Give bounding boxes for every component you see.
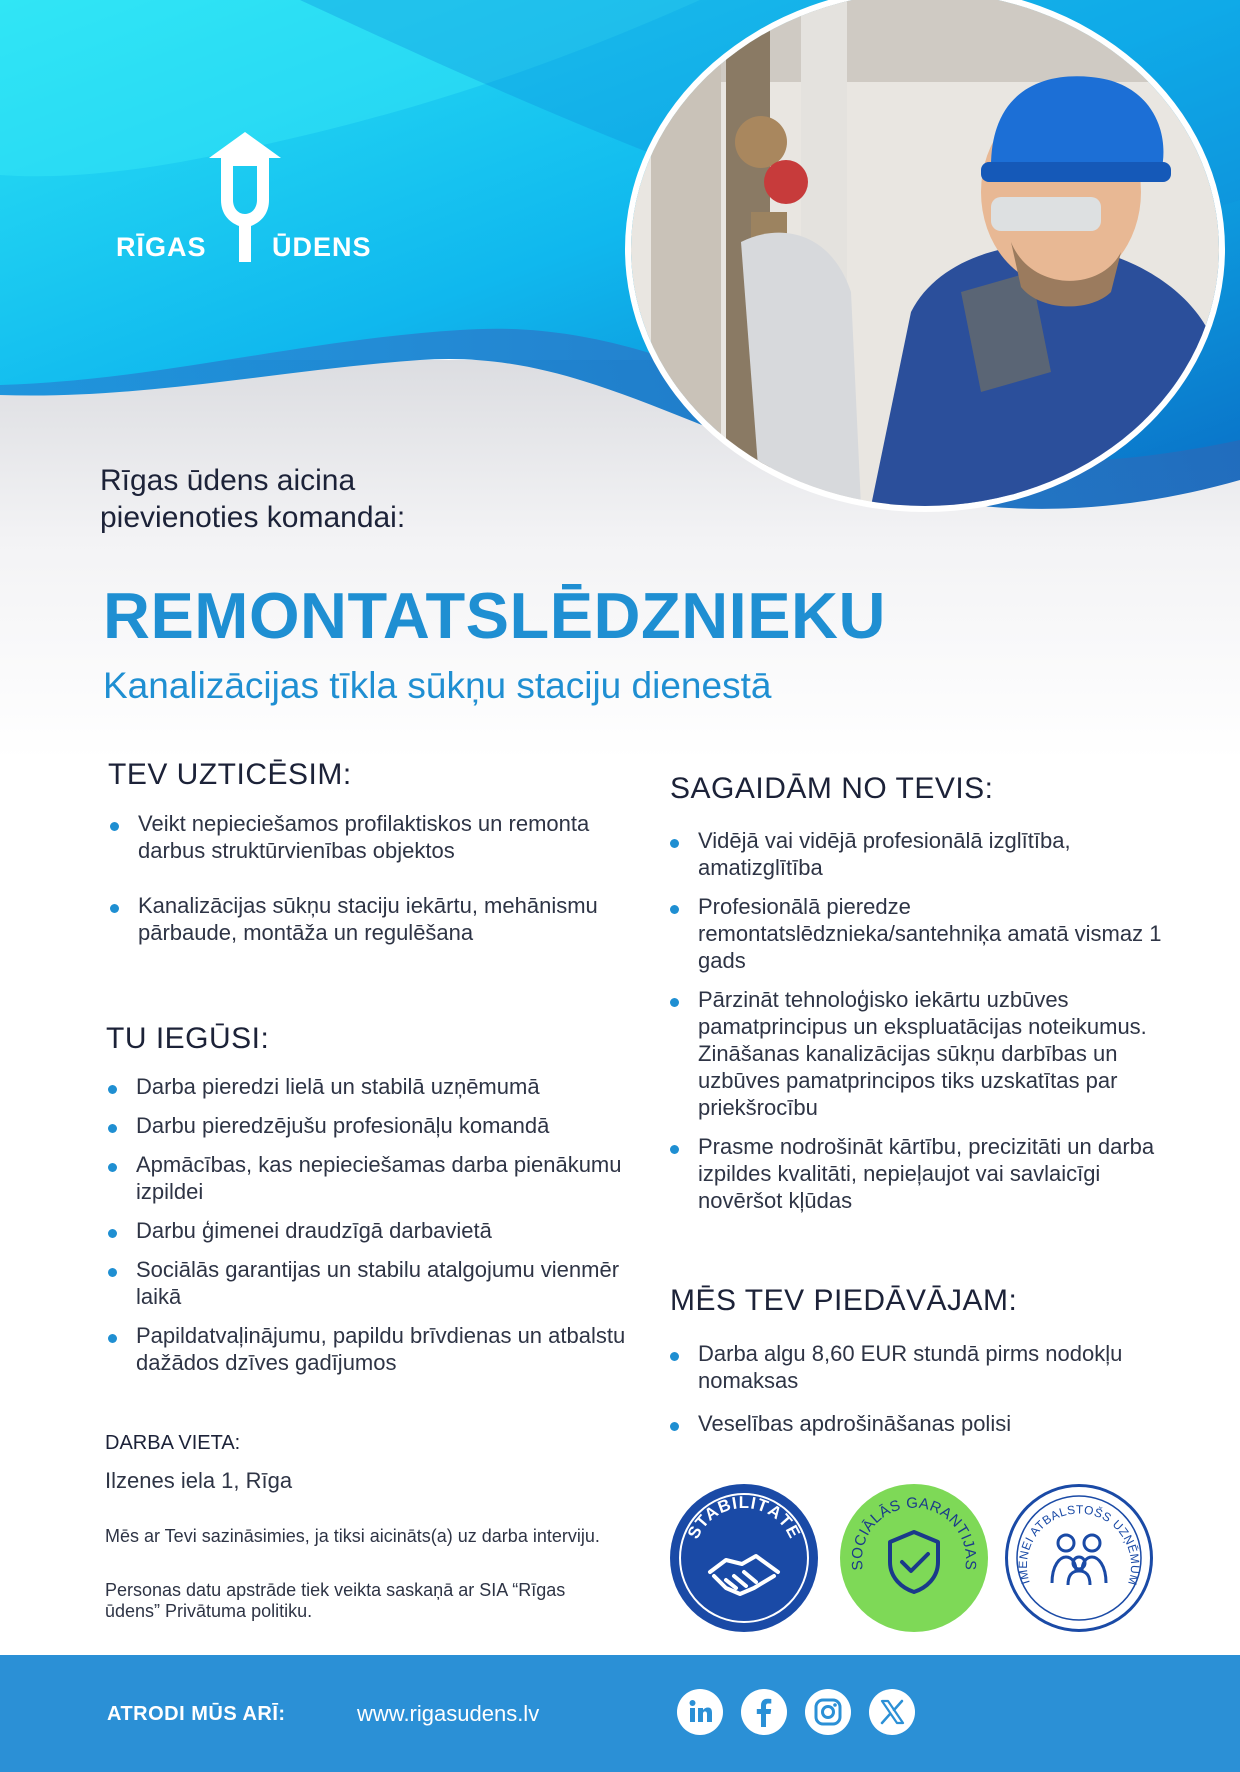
website-link[interactable]: www.rigasudens.lv xyxy=(357,1701,540,1726)
list-item: Profesionālā pieredze remontatslēdznieka/santehniķa amatā vismaz 1 gads xyxy=(668,893,1188,974)
x-icon[interactable] xyxy=(869,1689,915,1735)
offer-list xyxy=(668,1340,1188,1437)
expect-heading: SAGAIDĀM NO TEVIS: xyxy=(670,772,994,805)
footer-label: ATRODI MŪS ARĪ: xyxy=(107,1703,286,1725)
handshake-icon xyxy=(710,1556,778,1594)
list-item: Darbu ģimenei draudzīgā darbavietā xyxy=(106,1217,646,1244)
family-friendly-badge-text: IMENEI ATBALSTOŠS UZŅĒMUM xyxy=(1015,1502,1143,1587)
list-item: Kanalizācijas sūkņu staciju iekārtu, mehānismu pārbaude, montāža un regulēšana xyxy=(108,892,638,946)
job-subtitle: Kanalizācijas tīkla sūkņu staciju dienestā xyxy=(103,665,772,706)
list-item: Apmācības, kas nepieciešamas darba pienākumu izpildei xyxy=(106,1151,646,1205)
brand-name-right: ŪDENS xyxy=(272,232,372,262)
instagram-icon[interactable] xyxy=(805,1689,851,1735)
list-item: Veselības apdrošināšanas polisi xyxy=(668,1410,1188,1437)
worker-photo xyxy=(625,0,1225,512)
gain-heading: TU IEGŪSI: xyxy=(106,1022,270,1055)
list-item: Prasme nodrošināt kārtību, precizitāti un darba izpildes kvalitāti, nepieļaujot vai savlaicīgi novēršot kļūdas xyxy=(668,1133,1188,1214)
footer xyxy=(0,1655,1240,1772)
stability-badge-text: STABILITĀTE xyxy=(683,1492,805,1542)
svg-text:STABILITĀTE xyxy=(684,1493,805,1542)
job-title: REMONTATSLĒDZNIEKU xyxy=(103,579,886,652)
privacy-note: Personas datu apstrāde tiek veikta saskaņā ar SIA “Rīgas ūdens” Privātuma politiku. xyxy=(105,1580,566,1621)
location-value: Ilzenes iela 1, Rīga xyxy=(105,1468,293,1493)
location-label: DARBA VIETA: xyxy=(105,1432,241,1454)
gain-list xyxy=(106,1073,646,1376)
list-item: Vidējā vai vidējā profesionālā izglītība, amatizglītība xyxy=(668,827,1188,881)
intro-line-2: pievienoties komandai: xyxy=(100,501,406,534)
family-friendly-badge xyxy=(1005,1484,1153,1632)
plumber-illustration xyxy=(631,0,1219,506)
offer-heading: MĒS TEV PIEDĀVĀJAM: xyxy=(670,1284,1018,1317)
facebook-icon[interactable] xyxy=(741,1689,787,1735)
trust-heading: TEV UZTICĒSIM: xyxy=(108,758,352,791)
contact-note: Mēs ar Tevi sazināsimies, ja tiksi aicināts(a) uz darba interviju. xyxy=(105,1526,600,1546)
social-guarantees-badge xyxy=(840,1484,988,1632)
linkedin-icon[interactable] xyxy=(677,1689,723,1735)
intro-line-1: Rīgas ūdens aicina xyxy=(100,464,356,497)
list-item: Papildatvaļinājumu, papildu brīvdienas un atbalstu dažādos dzīves gadījumos xyxy=(106,1322,646,1376)
brand-name-left: RĪGAS xyxy=(116,232,207,262)
intro-text xyxy=(100,462,580,536)
expect-list xyxy=(668,827,1188,1214)
trust-list xyxy=(108,810,638,946)
list-item: Darba algu 8,60 EUR stundā pirms nodokļu nomaksas xyxy=(668,1340,1188,1394)
list-item: Sociālās garantijas un stabilu atalgojumu vienmēr laikā xyxy=(106,1256,646,1310)
list-item: Darba pieredzi lielā un stabilā uzņēmumā xyxy=(106,1073,646,1100)
social-guarantees-badge-text: SOCIĀLĀS GARANTIJAS xyxy=(848,1494,980,1572)
shield-check-icon xyxy=(890,1532,938,1592)
stability-badge xyxy=(670,1484,818,1632)
list-item: Darbu pieredzējušu profesionāļu komandā xyxy=(106,1112,646,1139)
brand-logo xyxy=(112,130,382,270)
family-icon xyxy=(1052,1535,1106,1585)
list-item: Veikt nepieciešamos profilaktiskos un remonta darbus struktūrvienības objektos xyxy=(108,810,638,864)
list-item: Pārzināt tehnoloģisko iekārtu uzbūves pamatprincipus un ekspluatācijas noteikumus. Zināšanas kanalizācijas sūkņu darbības un uzbūves pamatprincipos tiks uzskatītas par priekšrocību xyxy=(668,986,1188,1121)
